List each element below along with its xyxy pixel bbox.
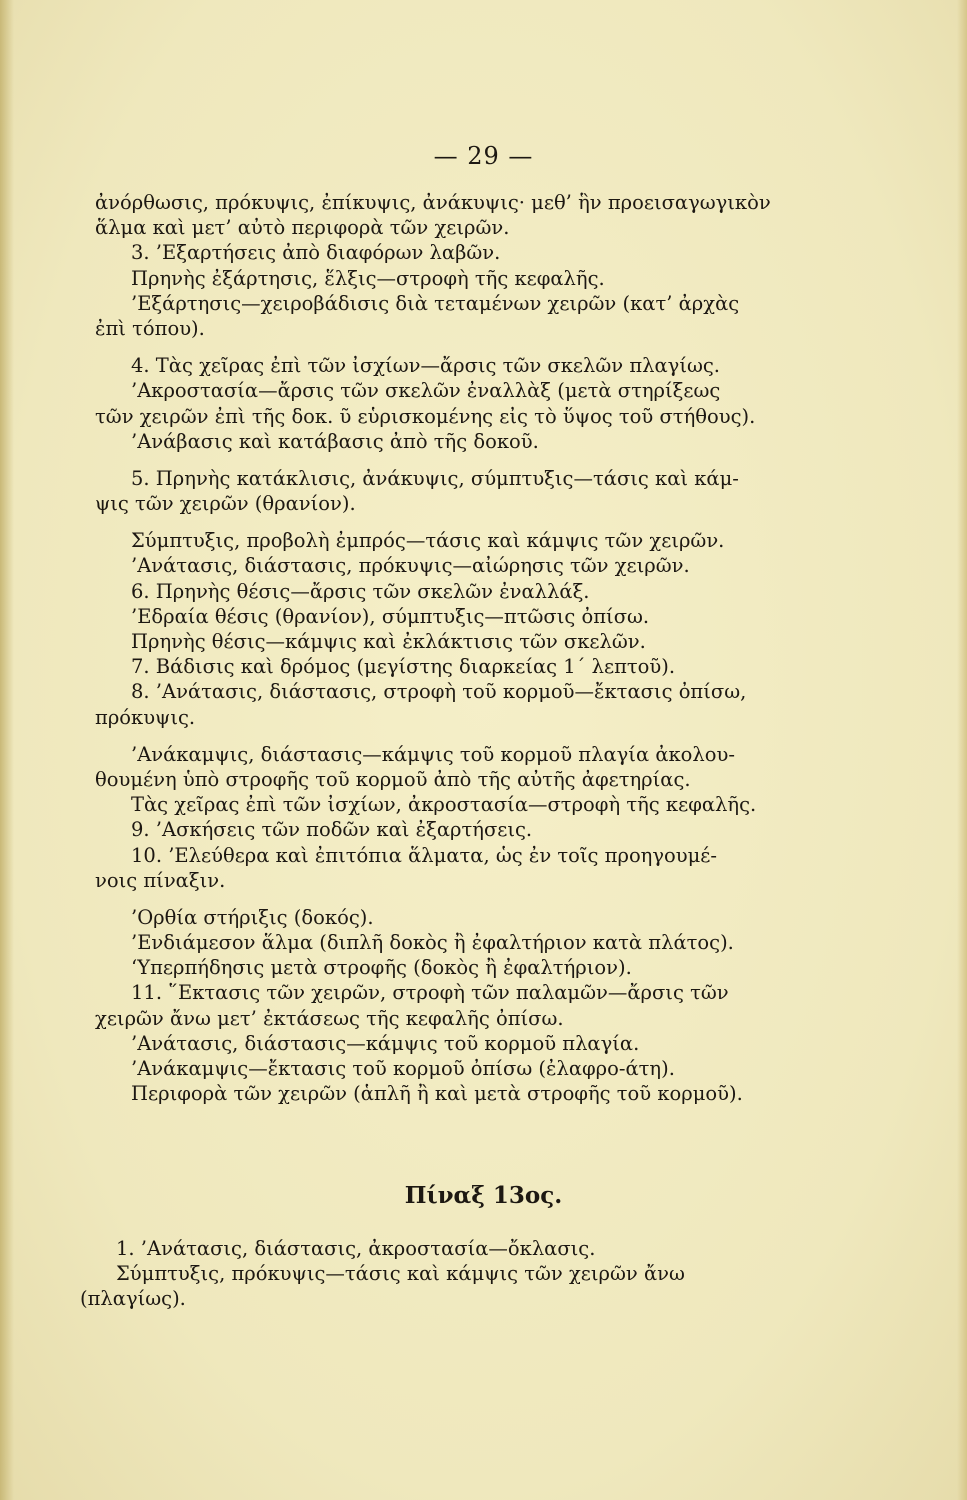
text-line: ’Ανάκαμψις—ἔκτασις τοῦ κορμοῦ ὀπίσω (ἐλαφρο-άτη). <box>131 1057 675 1080</box>
text-line: θουμένη ὑπὸ στροφῆς τοῦ κορμοῦ ἀπὸ τῆς αὐτῆς ἀφετηρίας. <box>95 767 691 791</box>
text-line: ἅλμα καὶ μετ’ αὐτὸ περιφορὰ τῶν χειρῶν. <box>95 216 510 240</box>
text-line: Περιφορὰ τῶν χειρῶν (ἁπλῆ ἢ καὶ μετὰ στροφῆς τοῦ κορμοῦ). <box>131 1082 743 1106</box>
text-line: ’Ενδιάμεσον ἅλμα (διπλῆ δοκὸς ἢ ἐφαλτήριον κατὰ πλάτος). <box>131 931 734 955</box>
text-line: τῶν χειρῶν ἐπὶ τῆς δοκ. ῦ εὑρισκομένης εἰς τὸ ὕψος τοῦ στήθους). <box>95 404 756 428</box>
text-line: νοις πίναξιν. <box>95 868 226 892</box>
table-13-exercises <box>80 1236 790 1312</box>
text-line: ’Ανάβασις καὶ κατάβασις ἀπὸ τῆς δοκοῦ. <box>131 429 539 453</box>
text-line: (πλαγίως). <box>80 1287 186 1311</box>
text-line: ’Ανάτασις, διάστασις—κάμψις τοῦ κορμοῦ πλαγία. <box>131 1031 640 1055</box>
text-line: ’Ορθία στήριξις (δοκός). <box>131 905 374 929</box>
text-line: ’Ανάκαμψις, διάστασις—κάμψις τοῦ κορμοῦ πλαγία ἀκολου- <box>131 742 735 766</box>
exercise-list <box>95 190 795 1106</box>
text-line: Σύμπτυξις, προβολὴ ἐμπρός—τάσις καὶ κάμψις τῶν χειρῶν. <box>131 529 725 553</box>
text-line: χειρῶν ἄνω μετ’ ἐκτάσεως τῆς κεφαλῆς ὀπίσω. <box>95 1006 564 1030</box>
text-line: 11. ῞Εκτασις τῶν χειρῶν, στροφὴ τῶν παλαμῶν—ἄρσις τῶν <box>131 981 729 1005</box>
text-line: Σύμπτυξις, πρόκυψις—τάσις καὶ κάμψις τῶν χειρῶν ἄνω <box>116 1262 685 1286</box>
table-heading: Πίναξ 13ος. <box>404 1182 563 1209</box>
text-line: 1. ’Ανάτασις, διάστασις, ἀκροστασία—ὄκλασις. <box>116 1237 596 1260</box>
text-line: 10. ’Ελεύθερα καὶ ἐπιτόπια ἅλματα, ὡς ἐν τοῖς προηγουμέ- <box>131 843 717 867</box>
text-line: 9. ’Ασκήσεις τῶν ποδῶν καὶ ἐξαρτήσεις. <box>131 818 533 842</box>
text-line: 5. Πρηνὴς κατάκλισις, ἀνάκυψις, σύμπτυξις—τάσις καὶ κάμ- <box>131 466 739 490</box>
text-line: ἀνόρθωσις, πρόκυψις, ἐπίκυψις, ἀνάκυψις· μεθ’ ἣν προεισαγωγικὸν <box>95 191 771 214</box>
text-line: 8. ’Ανάτασις, διάστασις, στροφὴ τοῦ κορμοῦ—ἔκτασις ὀπίσω, <box>131 680 747 704</box>
page-number: — 29 — <box>433 142 534 170</box>
text-line: ψις τῶν χειρῶν (θρανίον). <box>95 492 356 516</box>
text-line: πρόκυψις. <box>95 705 196 729</box>
text-line: 6. Πρηνὴς θέσις—ἄρσις τῶν σκελῶν ἐναλλάξ. <box>131 579 590 603</box>
text-line: ’Εδραία θέσις (θρανίον), σύμπτυξις—πτῶσις ὀπίσω. <box>131 604 650 628</box>
page-edge-left <box>0 0 14 1500</box>
page-edge-right <box>957 0 967 1500</box>
text-line: Τὰς χεῖρας ἐπὶ τῶν ἰσχίων, ἀκροστασία—στροφὴ τῆς κεφαλῆς. <box>131 793 757 817</box>
text-line: 3. ’Εξαρτήσεις ἀπὸ διαφόρων λαβῶν. <box>131 241 501 265</box>
text-line: Πρηνὴς θέσις—κάμψις καὶ ἐκλάκτισις τῶν σκελῶν. <box>131 630 646 653</box>
text-line: Πρηνὴς ἐξάρτησις, ἕλξις—στροφὴ τῆς κεφαλῆς. <box>131 266 605 290</box>
text-line: ‘Υπερπήδησις μετὰ στροφῆς (δοκὸς ἢ ἐφαλτήριον). <box>131 956 632 980</box>
text-line: 4. Τὰς χεῖρας ἐπὶ τῶν ἰσχίων—ἄρσις τῶν σκελῶν πλαγίως. <box>131 354 720 378</box>
text-line: ’Εξάρτησις—χειροβάδισις διὰ τεταμένων χειρῶν (κατ’ ἀρχὰς <box>131 291 740 315</box>
text-line: ’Ακροστασία—ἄρσις τῶν σκελῶν ἐναλλὰξ (μετὰ στηρίξεως <box>131 379 721 403</box>
text-line: ἐπὶ τόπου). <box>95 316 205 340</box>
text-line: 7. Βάδισις καὶ δρόμος (μεγίστης διαρκείας 1΄ λεπτοῦ). <box>131 655 676 679</box>
text-line: ’Ανάτασις, διάστασις, πρόκυψις—αἰώρησις τῶν χειρῶν. <box>131 554 690 578</box>
